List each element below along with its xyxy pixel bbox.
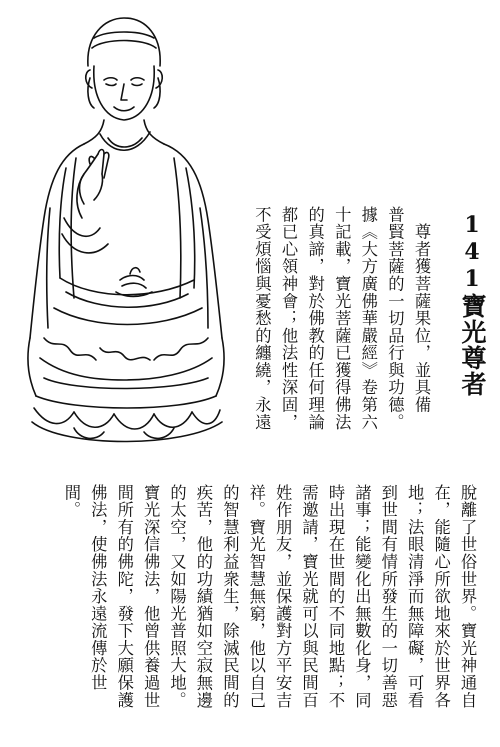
lower-text-column: 需邀請，寶光就可以與民間百 — [299, 484, 319, 709]
arhat-number: 141 — [459, 212, 485, 293]
upper-text-column: 的真諦，對於佛教的任何理論 — [305, 206, 325, 431]
upper-text-column: 十記載，寶光菩薩已獲得佛法 — [332, 206, 352, 431]
lower-text-column: 間所有的佛陀，發下大願保護 — [114, 484, 134, 709]
lower-text-column: 的智慧利益衆生，除滅民間的 — [220, 484, 240, 709]
lower-text-column: 祥。寶光智慧無窮，他以自己 — [246, 484, 266, 709]
lower-text-column: 疾苦，他的功績猶如空寂無邊 — [193, 484, 213, 709]
lower-text-column: 的太空，又如陽光普照大地。 — [167, 484, 187, 709]
upper-paragraph — [248, 206, 434, 462]
lower-text-column: 時出現在世間的不同地點；不 — [325, 484, 345, 709]
lower-text-column: 諸事；能變化出無數化身，同 — [352, 484, 372, 709]
lower-paragraph — [58, 484, 481, 734]
lower-text-column: 地；法眼清淨而無障礙，可看 — [405, 484, 425, 709]
lower-text-column: 到世間有情所發生的一切善惡 — [378, 484, 398, 709]
lower-text-column: 在，能隨心所欲地來於世界各 — [431, 484, 451, 709]
upper-text-column: 都已心領神會；他法性深固， — [279, 206, 299, 431]
upper-text-column: 普賢菩薩的一切品行與功德。 — [385, 206, 405, 431]
lower-text-column: 姓作朋友，並保護對方平安吉 — [273, 484, 293, 709]
lower-text-column: 佛法，使佛法永遠流傳於世 — [88, 484, 108, 692]
arhat-name: 寶光尊者 — [458, 293, 487, 397]
lower-text-column: 間。 — [61, 484, 81, 519]
arhat-title — [446, 212, 492, 397]
upper-text-column: 尊者獲菩薩果位，並具備 — [412, 206, 431, 414]
upper-text-column: 據《大方廣佛華嚴經》卷第六 — [358, 206, 378, 431]
lower-text-column: 寶光深信佛法，他曾供養過世 — [141, 484, 161, 709]
lower-text-column: 脫離了世俗世界。寶光神通自 — [458, 484, 477, 709]
arhat-illustration — [4, 8, 236, 458]
upper-text-column: 不受煩惱與憂愁的纏繞，永遠 — [252, 206, 272, 431]
